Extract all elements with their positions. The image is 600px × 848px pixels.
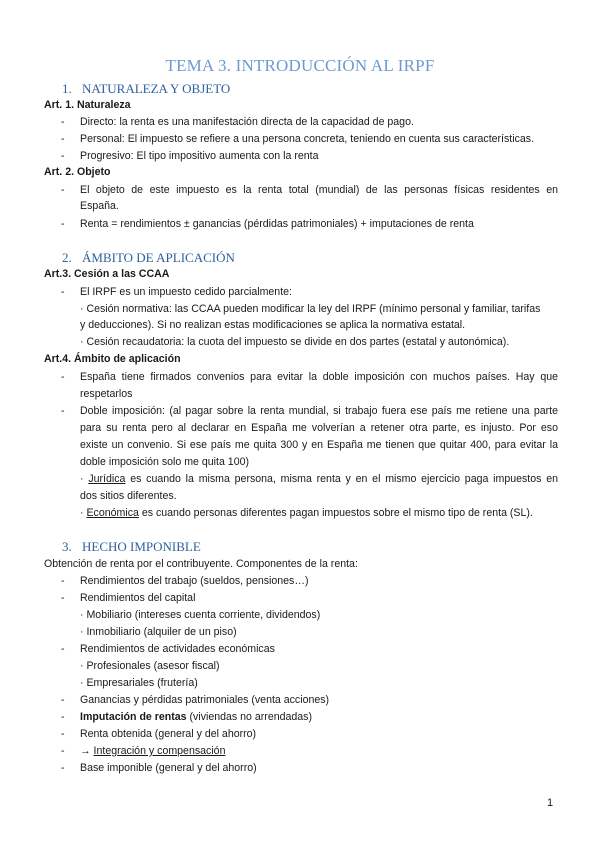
list-item-continuation: para su renta pero al declarar en España me volverían a retener otra parte, es injusto. Por eso <box>80 422 558 434</box>
bullet-dash: - <box>61 371 65 383</box>
sub-item: · Inmobiliario (alquiler de un piso) <box>80 626 237 638</box>
bullet-dash: - <box>61 184 65 196</box>
document-title: TEMA 3. INTRODUCCIÓN AL IRPF <box>165 56 435 75</box>
section-title: NATURALEZA Y OBJETO <box>82 81 231 96</box>
list-item: Base imponible (general y del ahorro) <box>80 762 257 774</box>
list-item-continuation: doble imposición solo me quita 100) <box>80 456 250 468</box>
list-item-continuation: España. <box>80 200 119 212</box>
term-definition: es cuando personas diferentes pagan impuestos sobre el mismo tipo de renta (SL). <box>141 507 533 519</box>
section-title: HECHO IMPONIBLE <box>82 539 201 554</box>
bullet-dash: - <box>61 116 65 128</box>
arrow-icon: → <box>80 745 91 757</box>
list-item: El IRPF es un impuesto cedido parcialmente: <box>80 286 292 298</box>
list-item-continuation <box>80 506 558 520</box>
article-title: Art.3. Cesión a las CCAA <box>44 268 170 280</box>
dot-marker: · <box>80 507 84 519</box>
page-number: 1 <box>547 797 554 809</box>
list-item-continuation: respetarlos <box>80 388 133 400</box>
bullet-dash: - <box>61 405 65 417</box>
list-item: Renta obtenida (general y del ahorro) <box>80 728 257 740</box>
list-item: Directo: la renta es una manifestación directa de la capacidad de pago. <box>80 116 414 128</box>
section-title: ÁMBITO DE APLICACIÓN <box>82 250 235 265</box>
list-item: Progresivo: El tipo impositivo aumenta con la renta <box>80 150 319 162</box>
bullet-dash: - <box>61 711 65 723</box>
article-title: Art. 2. Objeto <box>44 166 111 178</box>
sub-item: · Profesionales (asesor fiscal) <box>80 660 220 672</box>
section-heading-1 <box>62 81 230 97</box>
bullet-dash: - <box>61 286 65 298</box>
section-heading-2 <box>62 250 235 266</box>
list-item: Renta = rendimientos ± ganancias (pérdidas patrimoniales) + imputaciones de renta <box>80 218 474 230</box>
section-number: 3. <box>62 539 72 554</box>
list-item: Doble imposición: (al pagar sobre la renta mundial, si trabajo fuera ese país me retiene una parte <box>80 405 558 417</box>
list-item-continuation <box>80 472 558 486</box>
list-item: Ganancias y pérdidas patrimoniales (venta acciones) <box>80 694 330 706</box>
term-note: (viviendas no arrendadas) <box>189 711 313 723</box>
bullet-dash: - <box>61 643 65 655</box>
list-item <box>80 710 558 724</box>
bullet-dash: - <box>61 592 65 604</box>
term-definition: es cuando la misma persona, misma renta y en el mismo ejercicio paga impuestos en <box>130 473 558 485</box>
bullet-dash: - <box>61 694 65 706</box>
list-item: El objeto de este impuesto es la renta total (mundial) de las personas físicas residentes en <box>80 184 558 196</box>
section-heading-3 <box>62 539 201 555</box>
bullet-dash: - <box>61 728 65 740</box>
list-item: España tiene firmados convenios para evitar la doble imposición con muchos países. Hay que <box>80 371 558 383</box>
bullet-dash: - <box>61 133 65 145</box>
term-juridica: Jurídica <box>88 473 126 485</box>
underlined-term: Integración y compensación <box>93 745 226 757</box>
bullet-dash: - <box>61 150 65 162</box>
sub-item: · Mobiliario (intereses cuenta corriente, dividendos) <box>80 609 321 621</box>
list-item-continuation: dos sitios diferentes. <box>80 490 177 502</box>
article-title: Art. 1. Naturaleza <box>44 99 131 111</box>
list-item <box>80 744 558 758</box>
bullet-dash: - <box>61 762 65 774</box>
bold-term: Imputación de rentas <box>80 711 187 723</box>
bullet-dash: - <box>61 218 65 230</box>
term-economica: Económica <box>86 507 139 519</box>
section-number: 2. <box>62 250 72 265</box>
bullet-dash: - <box>61 745 65 757</box>
section-number: 1. <box>62 81 72 96</box>
list-item: Rendimientos de actividades económicas <box>80 643 275 655</box>
list-item: Rendimientos del trabajo (sueldos, pensiones…) <box>80 575 309 587</box>
article-title: Art.4. Ámbito de aplicación <box>44 353 181 365</box>
list-item: Rendimientos del capital <box>80 592 196 604</box>
list-item-continuation: existe un convenio. Si ese país me quita 300 y en España me tienen que quitar 400, para evitar la <box>80 439 558 451</box>
list-item-continuation: · Cesión recaudatoria: la cuota del impuesto se divide en dos partes (estatal y autonómica). <box>80 336 510 348</box>
list-item-continuation: · Cesión normativa: las CCAA pueden modificar la ley del IRPF (mínimo personal y familiar, tarifas <box>80 303 541 315</box>
sub-item: · Empresariales (frutería) <box>80 677 198 689</box>
section-intro: Obtención de renta por el contribuyente. Componentes de la renta: <box>44 558 358 570</box>
bullet-dash: - <box>61 575 65 587</box>
list-item-continuation: y deducciones). Si no realizan estas modificaciones se aplica la normativa estatal. <box>80 319 466 331</box>
dot-marker: · <box>80 473 84 485</box>
list-item: Personal: El impuesto se refiere a una persona concreta, teniendo en cuenta sus características. <box>80 133 535 145</box>
